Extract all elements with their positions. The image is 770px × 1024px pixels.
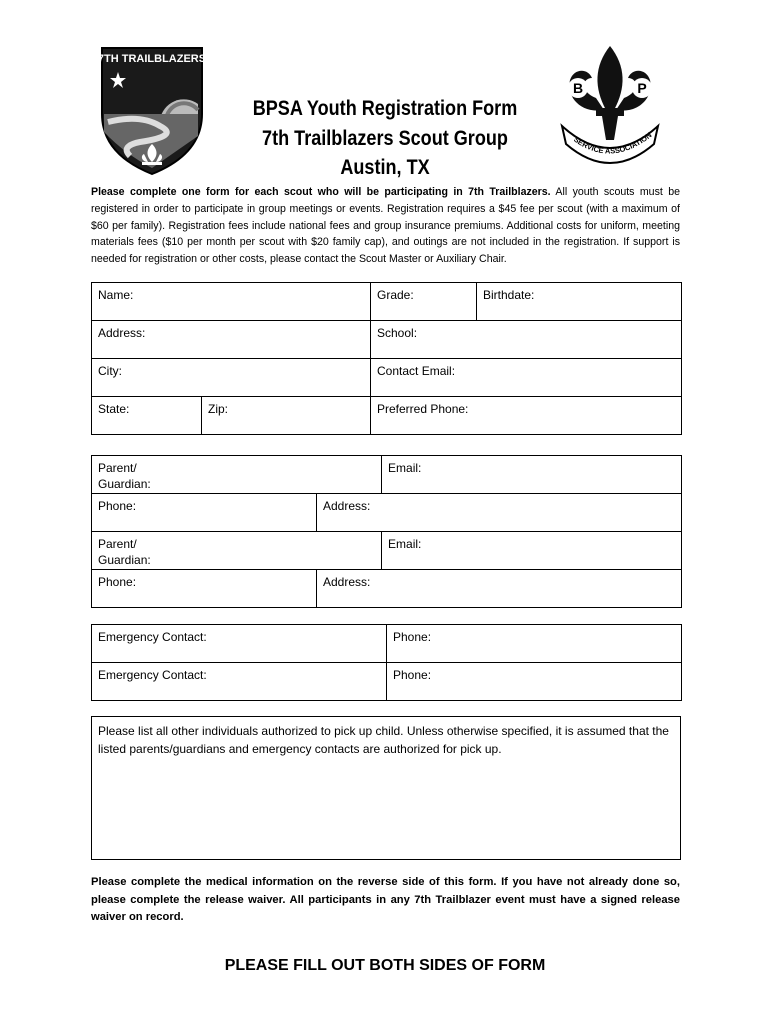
address-label: Address: [98,326,146,340]
grade-field[interactable] [371,283,477,321]
intro-paragraph [91,184,680,268]
guardian-label-line2: Guardian: [98,553,151,567]
address-field[interactable] [92,321,371,359]
phone-label: Phone: [98,575,137,589]
preferred-phone-label: Preferred Phone: [377,402,469,416]
guardian-2-email-field[interactable] [382,532,682,570]
city-label: City: [98,364,122,378]
guardian-2-phone-field[interactable] [92,570,317,608]
address-label: Address: [323,575,371,589]
name-field[interactable] [92,283,371,321]
emergency-phone-2-field[interactable] [387,663,682,701]
authorized-pickup-box[interactable] [91,716,681,860]
email-label: Email: [388,537,422,551]
contact-email-label: Contact Email: [377,364,456,378]
emergency-contact-label: Emergency Contact: [98,668,207,682]
guardian-1-phone-field[interactable] [92,494,317,532]
city-field[interactable] [92,359,371,397]
scout-info-table [91,282,682,435]
form-title [226,94,544,183]
fleur-de-lis-icon [597,46,622,110]
address-label: Address: [323,499,371,513]
birthdate-label: Birthdate: [483,288,535,302]
guardian-1-email-field[interactable] [382,456,682,494]
state-label: State: [98,402,130,416]
ribbon-text: SERVICE ASSOCIATION [572,130,654,156]
school-label: School: [377,326,418,340]
phone-label: Phone: [393,668,432,682]
guardian-2-name-field[interactable] [92,532,382,570]
emergency-contacts-table [91,624,682,701]
state-field[interactable] [92,397,202,435]
guardian-label-line2: Guardian: [98,477,151,491]
phone-label: Phone: [98,499,137,513]
name-label: Name: [98,288,134,302]
phone-label: Phone: [393,630,432,644]
guardian-1-address-field[interactable] [317,494,682,532]
zip-label: Zip: [208,402,229,416]
letter-p: P [637,80,647,96]
title-line-3: Austin, TX [340,156,430,179]
preferred-phone-field[interactable] [371,397,682,435]
birthdate-field[interactable] [477,283,682,321]
authorized-pickup-instructions: Please list all other individuals authorized to pick up child. Unless otherwise specified, it is assumed that the listed parents/guardians and emergency contacts are authorized for pick up. [98,724,669,756]
grade-label: Grade: [377,288,414,302]
title-line-2: 7th Trailblazers Scout Group [262,126,508,150]
email-label: Email: [388,461,422,475]
guardian-1-name-field[interactable] [92,456,382,494]
zip-field[interactable] [202,397,371,435]
guardians-table [91,455,682,608]
troop-logo [100,44,204,176]
guardian-2-address-field[interactable] [317,570,682,608]
medical-note: Please complete the medical information on the reverse side of this form. If you have not already done so, please complete the release waiver. All participants in any 7th Trailblazer event must have a signed release waiver on record. [91,876,680,923]
title-line-1: BPSA Youth Registration Form [252,97,518,120]
intro-bold: Please complete one form for each scout who will be participating in 7th Trailblazers. [91,186,551,198]
intro-rest: All youth scouts must be registered in order to participate in group meetings or events. Registration requires a $45 fee per scout (with a maximum of $60 per family). Registration fees include national fees and group insurance premiums. Additional costs for uniform, meeting materials fees ($10 per month per scout with $20 family cap), and outings are not included in the registration. If support is needed for registration or other costs, please contact the Scout Master or Auxiliary Chair. [91,186,680,266]
emergency-contact-label: Emergency Contact: [98,630,207,644]
emergency-contact-1-field[interactable] [92,625,387,663]
contact-email-field[interactable] [371,359,682,397]
letter-b: B [572,80,584,96]
guardian-label-line1: Parent/ [98,537,137,551]
footer-note: PLEASE FILL OUT BOTH SIDES OF FORM [224,957,546,974]
school-field[interactable] [371,321,682,359]
troop-logo-text: 7TH TRAILBLAZERS [100,53,204,65]
emergency-phone-1-field[interactable] [387,625,682,663]
emergency-contact-2-field[interactable] [92,663,387,701]
bpsa-logo [556,44,664,172]
guardian-label-line1: Parent/ [98,461,137,475]
